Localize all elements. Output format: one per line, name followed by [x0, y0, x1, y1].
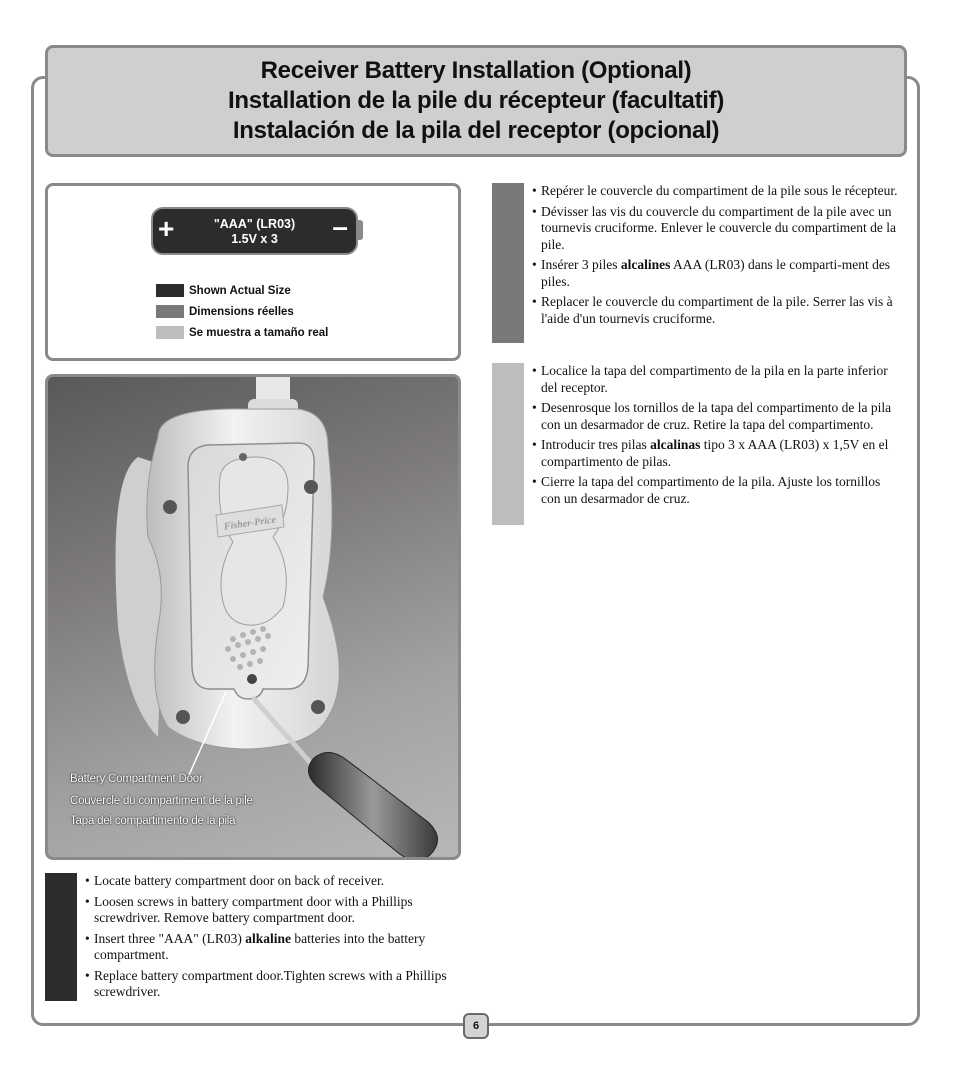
list-item: • Desenrosque los tornillos de la tapa del compartimento de la pila con un desarmador de cruz. Retire la tapa del compartimento.	[532, 400, 902, 433]
list-item: • Insérer 3 piles alcalines AAA (LR03) dans le comparti-ment des piles.	[532, 257, 902, 290]
list-item: • Dévisser las vis du couvercle du compartiment de la pile avec un tournevis cruciforme. Enlever le couvercle du compartiment de la pile.	[532, 204, 902, 254]
screw-icon	[304, 480, 318, 494]
callout-french: Couvercle du compartiment de la pile	[70, 795, 253, 807]
door-screw-icon	[247, 674, 257, 684]
instruction-list	[532, 183, 902, 331]
legend-swatch-medium	[156, 305, 184, 318]
plus-terminal-icon: +	[158, 213, 175, 244]
legend-item	[156, 301, 328, 322]
legend-text: Dimensions réelles	[189, 305, 294, 318]
brand-logo: Fisher-Price	[223, 514, 277, 533]
language-bar-french	[492, 183, 524, 343]
receiver-illustration	[48, 377, 461, 860]
screw-icon	[163, 500, 177, 514]
battery-spec: 1.5V x 3	[231, 232, 278, 246]
instructions-french	[492, 183, 912, 343]
battery-size-panel	[45, 183, 461, 361]
instruction-list	[532, 363, 902, 511]
legend-item	[156, 280, 328, 301]
list-item: • Localice la tapa del compartimento de la pila en la parte inferior del receptor.	[532, 363, 902, 396]
title-banner	[45, 45, 907, 157]
screwdriver-handle	[309, 752, 438, 860]
list-item: • Introducir tres pilas alcalinas tipo 3 x AAA (LR03) x 1,5V en el compartimento de pilas.	[532, 437, 902, 470]
language-bar-english	[45, 873, 77, 1001]
list-item: • Loosen screws in battery compartment door with a Phillips screwdriver. Remove battery compartment door.	[85, 894, 459, 927]
battery-label	[153, 217, 356, 247]
legend-item	[156, 322, 328, 343]
list-item: • Insert three "AAA" (LR03) alkaline batteries into the battery compartment.	[85, 931, 459, 964]
callout-english: Battery Compartment Door	[70, 773, 203, 785]
instructions-english	[45, 873, 465, 1001]
instructions-spanish	[492, 363, 912, 525]
size-legend	[156, 280, 328, 343]
battery-terminal-nub	[358, 220, 363, 240]
callout-spanish: Tapa del compartimento de la pila	[70, 815, 236, 827]
minus-terminal-icon: –	[332, 211, 348, 242]
screw-icon	[311, 700, 325, 714]
legend-swatch-light	[156, 326, 184, 339]
list-item: • Cierre la tapa del compartimento de la pila. Ajuste los tornillos con un desarmador de cruz.	[532, 474, 902, 507]
legend-text: Shown Actual Size	[189, 284, 291, 297]
battery-type: "AAA" (LR03)	[213, 217, 296, 231]
list-item: • Locate battery compartment door on back of receiver.	[85, 873, 459, 890]
title-spanish: Instalación de la pila del receptor (opcional)	[232, 117, 720, 144]
title-english: Receiver Battery Installation (Optional)	[260, 57, 692, 84]
title-french: Installation de la pile du récepteur (facultatif)	[227, 87, 725, 114]
list-item: • Repérer le couvercle du compartiment de la pile sous le récepteur.	[532, 183, 902, 200]
aaa-battery-illustration	[151, 207, 358, 255]
list-item: • Replacer le couvercle du compartiment de la pile. Serrer las vis à l'aide d'un tournevis cruciforme.	[532, 294, 902, 327]
receiver-photo	[45, 374, 461, 860]
list-item: • Replace battery compartment door.Tighten screws with a Phillips screwdriver.	[85, 968, 459, 1001]
screw-icon	[176, 710, 190, 724]
language-bar-spanish	[492, 363, 524, 525]
instruction-list	[85, 873, 459, 1005]
legend-text: Se muestra a tamaño real	[189, 326, 329, 339]
legend-swatch-dark	[156, 284, 184, 297]
screw-icon	[239, 453, 247, 461]
page-number: 6	[463, 1013, 489, 1039]
